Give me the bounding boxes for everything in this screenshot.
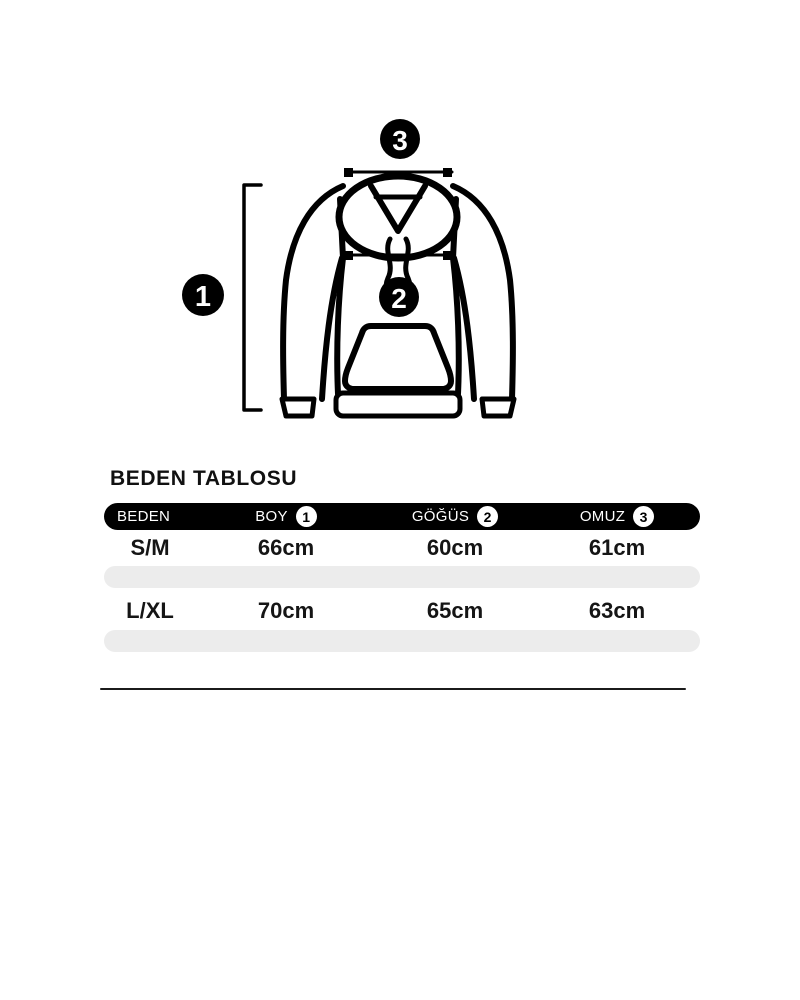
gogus-value: 65cm — [426, 597, 484, 623]
header-label-beden: BEDEN — [117, 508, 171, 525]
length-bracket — [244, 185, 261, 410]
header-badge-1: 1 — [296, 506, 317, 527]
badge-chest-number: 2 — [391, 282, 407, 314]
badge-shoulder-number: 3 — [392, 124, 408, 156]
badge-chest — [379, 277, 419, 317]
stripe-row — [104, 630, 700, 652]
badge-shoulder — [380, 119, 420, 159]
bottom-divider — [100, 688, 686, 690]
gogus-value: 60cm — [426, 535, 484, 560]
header-label-omuz: OMUZ — [579, 508, 626, 525]
table-row-sm — [104, 530, 700, 566]
size-table-title: BEDEN TABLOSU — [110, 467, 298, 490]
header-cell-boy — [196, 506, 376, 527]
size-table-header — [104, 503, 700, 530]
hoodie-diagram — [165, 105, 555, 435]
header-badge-2: 2 — [477, 506, 498, 527]
stripe-row — [104, 566, 700, 588]
omuz-value: 63cm — [588, 597, 646, 623]
omuz-value: 61cm — [588, 535, 646, 560]
table-row-lxl — [104, 591, 700, 630]
header-label-boy: BOY — [255, 508, 288, 525]
header-label-gogus: GÖĞÜS — [411, 508, 470, 525]
boy-value: 70cm — [257, 597, 315, 623]
badge-length-number: 1 — [194, 281, 212, 314]
size-table — [104, 503, 700, 690]
badge-length — [182, 274, 224, 316]
size-label: S/M — [130, 535, 170, 560]
header-cell-gogus — [376, 506, 534, 527]
header-cell-omuz — [534, 506, 700, 527]
header-cell-beden — [104, 508, 196, 525]
size-label: L/XL — [126, 597, 174, 623]
header-badge-3: 3 — [633, 506, 654, 527]
boy-value: 66cm — [257, 535, 315, 560]
